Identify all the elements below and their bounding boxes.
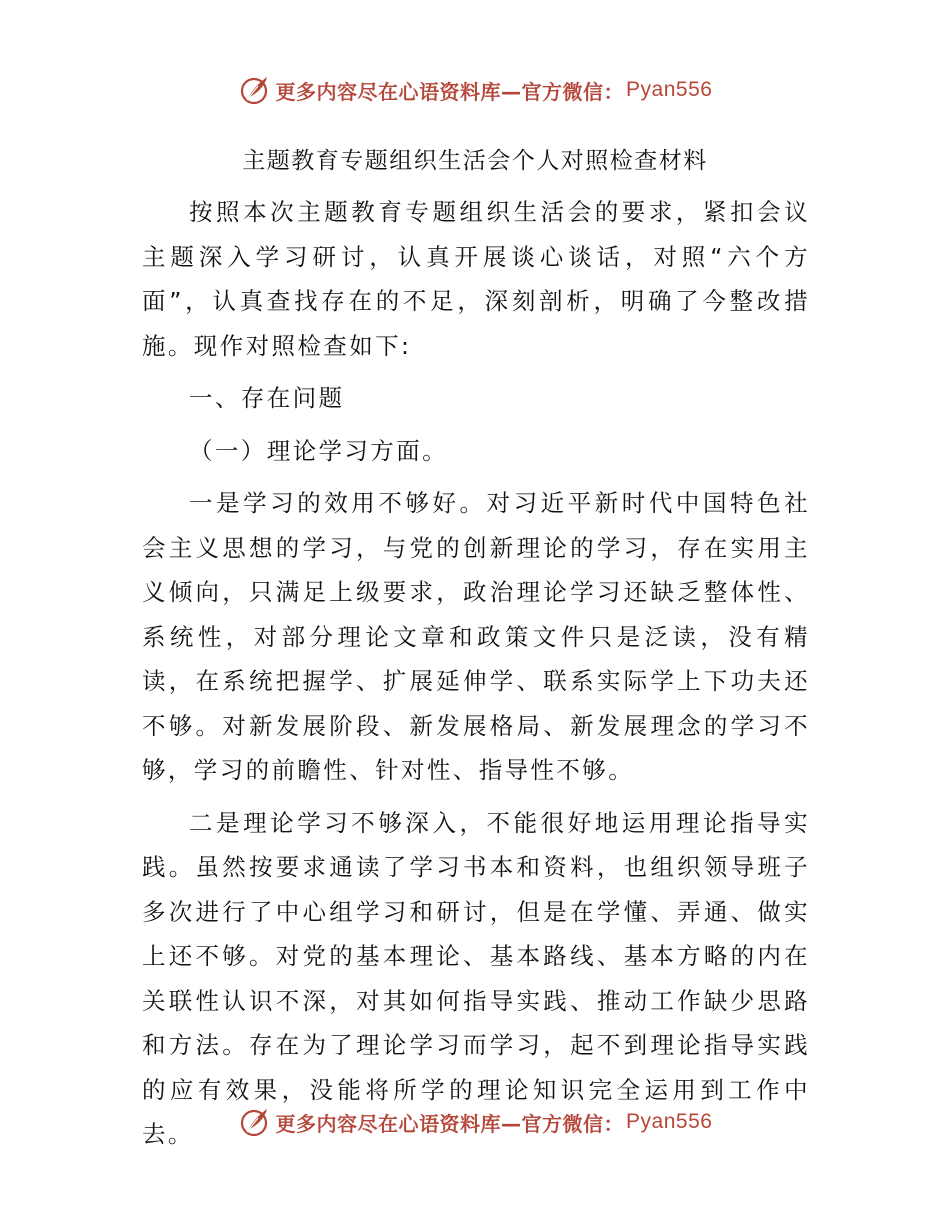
document-title: 主题教育专题组织生活会个人对照检查材料 <box>242 148 708 174</box>
section-heading-problems: 一、存在问题 <box>189 384 345 412</box>
wechat-id: Pyan556 <box>626 78 713 101</box>
watermark-text: 更多内容尽在心语资料库—官方微信： <box>275 1111 625 1136</box>
wechat-id: Pyan556 <box>626 1110 713 1133</box>
watermark-text: 更多内容尽在心语资料库—官方微信： <box>275 79 625 104</box>
subsection-heading-theory-study: （一）理论学习方面。 <box>189 436 448 465</box>
body-paragraph-first-point: 一是学习的效用不够好。对习近平新时代中国特色社会主义思想的学习，与党的创新理论的学习，存在实用主义倾向，只满足上级要求，政治理论学习还缺乏整体性、系统性，对部分理论文章和政策文件只是泛读，没有精读，在系统把握学、扩展延伸学、联系实际学上下功夫还不够。对新发展阶段、新发展格局、新发展理念的学习不够，学习的前瞻性、针对性、指导性不够。 <box>142 489 810 784</box>
feather-pen-logo-icon <box>238 1106 270 1138</box>
document-body <box>142 190 810 1157</box>
body-paragraph-second-point: 二是理论学习不够深入，不能很好地运用理论指导实践。虽然按要求通读了学习书本和资料，也组织领导班子多次进行了中心组学习和研讨，但是在学懂、弄通、做实上还不够。对党的基本理论、基本路线、基本方略的内在关联性认识不深，对其如何指导实践、推动工作缺少思路和方法。存在为了理论学习而学习，起不到理论指导实践的应有效果，没能将所学的理论知识完全运用到工作中去。 <box>142 808 810 1148</box>
footer-watermark-banner <box>0 1102 950 1142</box>
intro-paragraph: 按照本次主题教育专题组织生活会的要求，紧扣会议主题深入学习研讨，认真开展谈心谈话，对照“六个方面”，认真查找存在的不足，深刻剖析，明确了今整改措施。现作对照检查如下: <box>142 198 810 360</box>
feather-pen-logo-icon <box>238 74 270 106</box>
header-watermark-banner <box>0 70 950 110</box>
